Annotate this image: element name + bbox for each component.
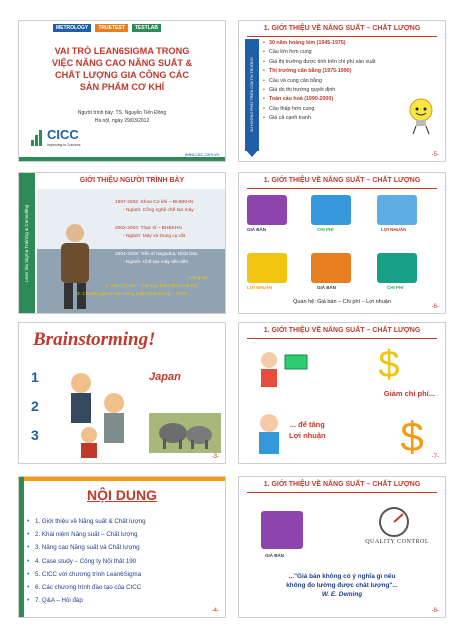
list-item: • Cầu và cung cân bằng [263,77,376,86]
career-line: - Ngành: Máy và Dụng cụ cắt [123,234,186,239]
heading-divider [247,36,437,37]
career-line: 1. Viện Cơ khí – Giải học bách khoa Hà nội [105,284,198,289]
quote-line: không đo lường được chất lượng"... [286,582,398,589]
presentation-title [25,45,219,93]
slide-heading: 1. GIỚI THIỆU VỀ NĂNG SUẤT – CHẤT LƯỢNG [263,327,421,334]
career-line: - Ngành: Chế tạo máy tiên tiến [123,260,189,265]
equals-icon: = [293,259,304,279]
slide-heading: 1. GIỚI THIỆU VỀ NĂNG SUẤT – CHẤT LƯỢNG [263,25,421,32]
list-number: 1 [31,369,39,385]
equation-row-2 [247,253,437,289]
lightbulb-character-icon [407,97,435,135]
label-price: GIÁ BÁN [265,553,284,558]
presenter-info [19,109,225,125]
page-number: -3- [211,454,219,460]
cost-image [377,253,417,283]
contents-item[interactable]: • 5. CICC với chương trình Lean6Sigma [27,568,146,581]
label-cost: CHI PHÍ [387,285,404,290]
page-number: -6- [431,304,439,310]
cartoon-man-icon [251,411,287,457]
heading-divider [247,188,437,189]
cost-reduction-text: Giảm chi phí... [383,389,435,398]
list-item: • Cầu lớn hơn cung [263,48,376,57]
contents-item[interactable]: • 3. Nâng cao Năng suất và Chất lượng [27,541,146,554]
price-image [247,195,287,225]
trend-side-label: XU HƯỚNG PHÁT TRIỂN CỦA THỊ TRƯỜNG [245,39,259,151]
arrow-down-icon [245,149,259,157]
contents-item[interactable]: • 7. Q&A – Hỏi đáp [27,594,146,607]
contents-item[interactable]: • 4. Case study – Công ty Nội thất 190 [27,555,146,568]
contents-item[interactable]: • 1. Giới thiệu về Năng suất & Chất lượng [27,515,146,528]
svg-text:$: $ [378,344,400,383]
slide-heading: 1. GIỚI THIỆU VỀ NĂNG SUẤT – CHẤT LƯỢNG [263,481,421,488]
svg-text:$: $ [400,413,424,457]
profit-line: ... để tăng [289,420,325,429]
brand-name: CICC [47,127,79,142]
label-price: GIÁ BÁN [317,285,336,290]
page-number: -4- [211,608,219,614]
slide-market-trend[interactable] [238,20,446,162]
slide-heading: 1. GIỚI THIỆU VỀ NĂNG SUẤT – CHẤT LƯỢNG [263,177,421,184]
website-link[interactable]: www.cicc.com.vn [184,152,219,157]
slide-caption: Quan hệ: Giá bán – Chi phí – Lợi nhuận [293,299,391,305]
slide-heading: Brainstorming! [33,329,156,350]
equals-icon: = [293,201,304,221]
slide-presenter-intro[interactable] [18,172,226,314]
contents-item[interactable]: • 6. Các chương trình đào tạo của CICC [27,581,146,594]
deming-quote [245,572,439,599]
label-cost: CHI PHÍ [317,227,334,232]
quote-author: W. E. Deming [321,591,363,598]
title-line: CHẤT LƯỢNG GIA CÔNG CÁC [54,70,190,80]
career-line: 2002-2004: Thạc sĩ – ĐHBKHN [115,226,182,231]
career-line: Công tác: [189,276,210,281]
footer-bar [19,157,225,161]
quality-control-label: QUALITY CONTROL [365,539,429,545]
label-profit: LỢI NHUẬN [247,285,273,290]
slide-price-cost-profit[interactable] [238,172,446,314]
page-number: -7- [431,454,439,460]
minus-icon: − [357,259,368,279]
label-price: GIÁ BÁN [247,227,266,232]
price-image [261,511,303,549]
plus-icon: + [357,201,368,221]
trend-list [263,39,376,124]
logo-truetest: TRUETEST [95,24,127,32]
japan-label: Japan [149,371,181,383]
career-line: - Ngành: Công nghệ chế tạo máy [123,208,194,213]
logo-metrology: METROLOGY [53,24,91,32]
profit-text [289,419,326,441]
dollar-character-icon [389,411,435,457]
equation-row-1 [247,195,437,231]
title-line: SẢN PHẨM CƠ KHÍ [79,82,165,92]
label-profit: LỢI NHUẬN [381,227,407,232]
list-number: 2 [31,398,39,414]
thinking-people-icon [59,363,139,458]
list-item: • Cầu thấp hơn cung [263,105,376,114]
contents-item[interactable]: • 2. Khái niệm Năng suất – Chất lượng [27,528,146,541]
presenter-name: Người trình bày: TS. Nguyễn Tiến Đông [77,110,167,116]
cost-image [311,195,351,225]
profit-image [247,253,287,283]
heading-divider [247,492,437,493]
dollar-sign-icon [359,343,419,383]
list-item: • Giá do thị trường quyết định [263,86,376,95]
career-line: 2004-2008: Tiến sĩ Nagaoka, Nhật bản [115,252,198,257]
page-number: -8- [431,608,439,614]
side-banner: Lean Six Sigma Training & Consulting [19,173,35,313]
price-image [311,253,351,283]
presentation-date: Hà nội, ngày 29/03/2012 [94,118,150,124]
top-accent [24,477,225,481]
money-runner-icon [249,345,319,395]
profit-line: Lợi nhuận [289,431,326,440]
list-item: • 30 năm hoàng kim (1945-1975) [263,39,376,48]
list-item: • Giá thị trường được tính trên chi phí sản xuất [263,58,376,67]
profit-image [377,195,417,225]
slide-heading: NỘI DUNG [87,487,157,503]
slide-heading: GIỚI THIỆU NGƯỜI TRÌNH BÀY [79,177,185,184]
career-line: 1997-2002: Khoa Cơ khí – ĐHBKHN [115,200,194,205]
slide-quality-quote[interactable] [238,476,446,618]
slide-title[interactable] [18,20,226,162]
title-line: VAI TRÒ LEAN6SIGMA TRONG [54,46,190,56]
logo-testlab: TESTLAB [132,24,161,32]
number-list [31,363,39,450]
cicc-logo [31,125,91,153]
list-number: 3 [31,427,39,443]
slide-cost-reduction[interactable] [238,322,446,464]
list-item: • Toàn cầu hoá (1990-2000) [263,95,376,104]
partner-logos [53,24,164,32]
bars-icon [31,128,45,146]
quote-line: ..."Giá bán không có ý nghĩa gì nếu [288,573,396,580]
title-line: VIỆC NÂNG CAO NĂNG SUẤT & [51,58,193,68]
quality-control-gauge-icon [369,505,419,539]
slide-brainstorming[interactable] [18,322,226,464]
list-item: • Giá cả cạnh tranh [263,114,376,123]
slide-contents[interactable] [18,476,226,618]
list-item: • Thị trường cân bằng (1975-1990) [263,67,376,76]
career-line: 2. Chuyên gia tư vấn Năng suất Chất lượng – CICC [77,292,188,297]
contents-list [27,515,146,607]
heading-divider [247,338,437,339]
elephant-icon [149,413,221,453]
page-number: -5- [431,152,439,158]
brand-tagline: Improving to Success [47,143,81,147]
